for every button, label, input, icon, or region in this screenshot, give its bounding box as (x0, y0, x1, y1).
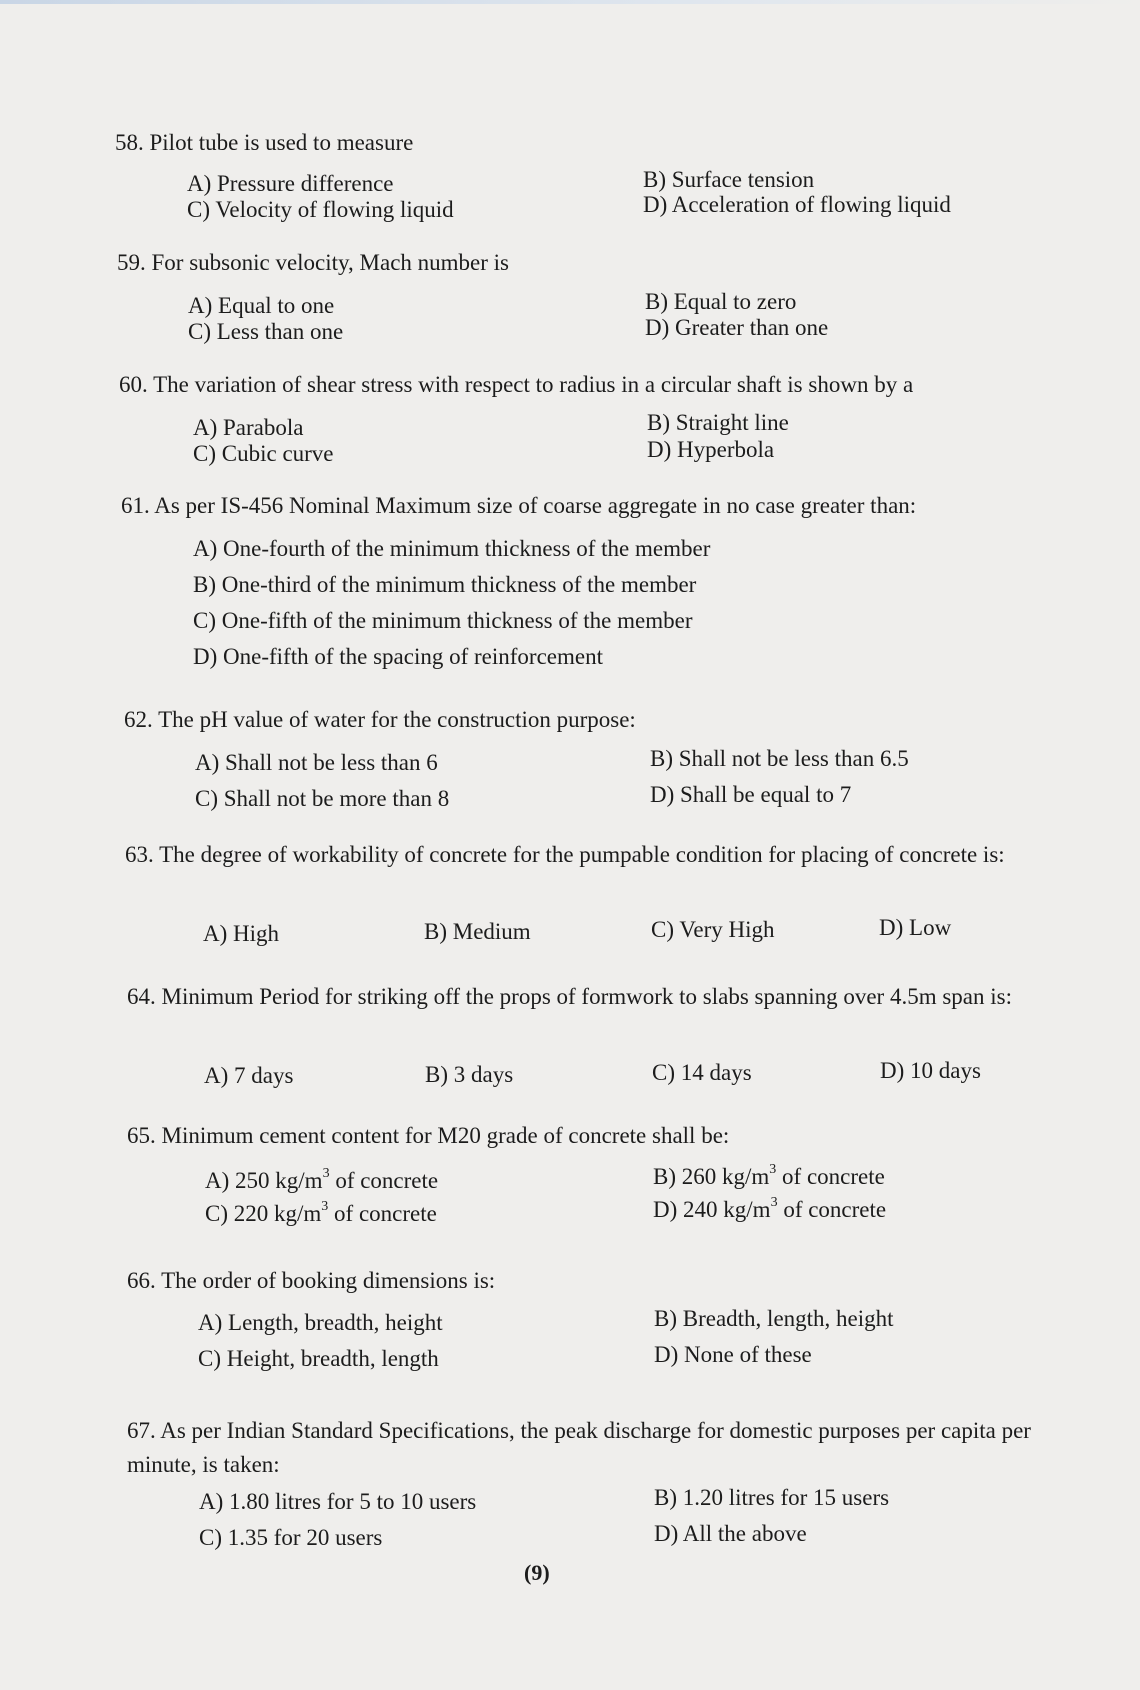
question-number: 65. (127, 1123, 156, 1148)
question-text: The degree of workability of concrete for the pumpable condition for placing of concrete is: (159, 842, 1005, 867)
question-text: Pilot tube is used to measure (149, 130, 414, 155)
question-63 (125, 838, 1030, 872)
superscript-3: 3 (322, 1166, 330, 1182)
option-b: B) Medium (424, 919, 531, 944)
option-d (653, 1196, 886, 1224)
superscript-3: 3 (769, 1162, 777, 1178)
superscript-3: 3 (321, 1199, 329, 1215)
option-c: C) 14 days (652, 1060, 752, 1085)
option-d: D) All the above (654, 1521, 807, 1546)
option-b: B) 3 days (425, 1062, 514, 1087)
option-a: A) 7 days (204, 1063, 294, 1088)
question-number: 58. (115, 130, 144, 155)
question-58 (115, 126, 413, 160)
option-d: D) Hyperbola (647, 437, 775, 462)
option-c-prefix: C) 220 kg/m (205, 1201, 322, 1226)
question-number: 64. (127, 984, 156, 1009)
option-a: A) High (203, 921, 280, 946)
option-c: C) 1.35 for 20 users (199, 1525, 383, 1550)
option-a: A) Length, breadth, height (198, 1310, 443, 1335)
option-b (653, 1163, 885, 1191)
question-text: The variation of shear stress with respect to radius in a circular shaft is shown by a (153, 372, 914, 397)
question-text: The order of booking dimensions is: (161, 1268, 496, 1293)
option-d: D) One-fifth of the spacing of reinforcement (193, 644, 604, 669)
question-text: Minimum cement content for M20 grade of concrete shall be: (161, 1123, 730, 1148)
option-a: A) Parabola (193, 415, 304, 440)
question-number: 62. (124, 707, 153, 732)
question-62 (124, 703, 636, 737)
question-number: 66. (127, 1268, 156, 1293)
question-59 (117, 246, 509, 280)
option-a: A) One-fourth of the minimum thickness of the member (193, 536, 711, 561)
option-d: D) Shall be equal to 7 (650, 782, 852, 807)
question-text: Minimum Period for striking off the props of formwork to slabs spanning over 4.5m span is: (161, 984, 1012, 1009)
option-c: C) Height, breadth, length (198, 1346, 439, 1371)
option-d-prefix: D) 240 kg/m (653, 1197, 771, 1222)
question-64 (127, 980, 1032, 1014)
option-b: B) Breadth, length, height (654, 1306, 894, 1331)
option-c: C) Velocity of flowing liquid (187, 197, 454, 222)
option-c: C) Cubic curve (193, 441, 334, 466)
option-d: D) None of these (654, 1342, 812, 1367)
option-b: B) One-third of the minimum thickness of the member (193, 572, 697, 597)
option-c: C) One-fifth of the minimum thickness of the member (193, 608, 693, 633)
option-c-suffix: of concrete (328, 1201, 437, 1226)
option-b: B) Equal to zero (645, 289, 797, 314)
option-d: D) 10 days (880, 1058, 981, 1083)
superscript-3: 3 (770, 1195, 778, 1211)
question-65 (127, 1119, 729, 1153)
option-b-suffix: of concrete (776, 1164, 885, 1189)
option-a: A) 1.80 litres for 5 to 10 users (199, 1489, 477, 1514)
option-d: D) Low (879, 915, 952, 940)
option-b: B) Surface tension (643, 167, 815, 192)
option-b-prefix: B) 260 kg/m (653, 1164, 770, 1189)
option-a: A) Pressure difference (187, 171, 394, 196)
question-61 (121, 489, 916, 523)
question-60 (119, 368, 913, 402)
option-b: B) 1.20 litres for 15 users (654, 1485, 890, 1510)
question-number: 63. (125, 842, 154, 867)
question-text: As per Indian Standard Specifications, the peak discharge for domestic purposes per capita per minute, is taken: (127, 1418, 1031, 1477)
option-d: D) Greater than one (645, 315, 829, 340)
question-number: 60. (119, 372, 148, 397)
option-b: B) Shall not be less than 6.5 (650, 746, 909, 771)
option-d: D) Acceleration of flowing liquid (643, 192, 951, 217)
option-a (205, 1167, 438, 1195)
option-c: C) Less than one (188, 319, 344, 344)
option-a-suffix: of concrete (329, 1168, 439, 1193)
question-66 (127, 1264, 495, 1298)
question-number: 59. (117, 250, 146, 275)
option-a: A) Equal to one (188, 293, 335, 318)
option-d-suffix: of concrete (777, 1197, 887, 1222)
option-c: C) Shall not be more than 8 (195, 786, 450, 811)
question-text: For subsonic velocity, Mach number is (151, 250, 510, 275)
question-text: The pH value of water for the construction purpose: (158, 707, 636, 732)
question-text: As per IS-456 Nominal Maximum size of coarse aggregate in no case greater than: (154, 493, 917, 518)
option-c: C) Very High (651, 917, 775, 942)
question-number: 61. (121, 493, 150, 518)
question-number: 67. (127, 1418, 156, 1443)
option-a-prefix: A) 250 kg/m (205, 1168, 323, 1193)
option-a: A) Shall not be less than 6 (195, 750, 438, 775)
option-b: B) Straight line (647, 410, 789, 435)
option-c (205, 1200, 437, 1228)
question-67 (127, 1414, 1039, 1482)
page-number: (9) (524, 1560, 550, 1585)
